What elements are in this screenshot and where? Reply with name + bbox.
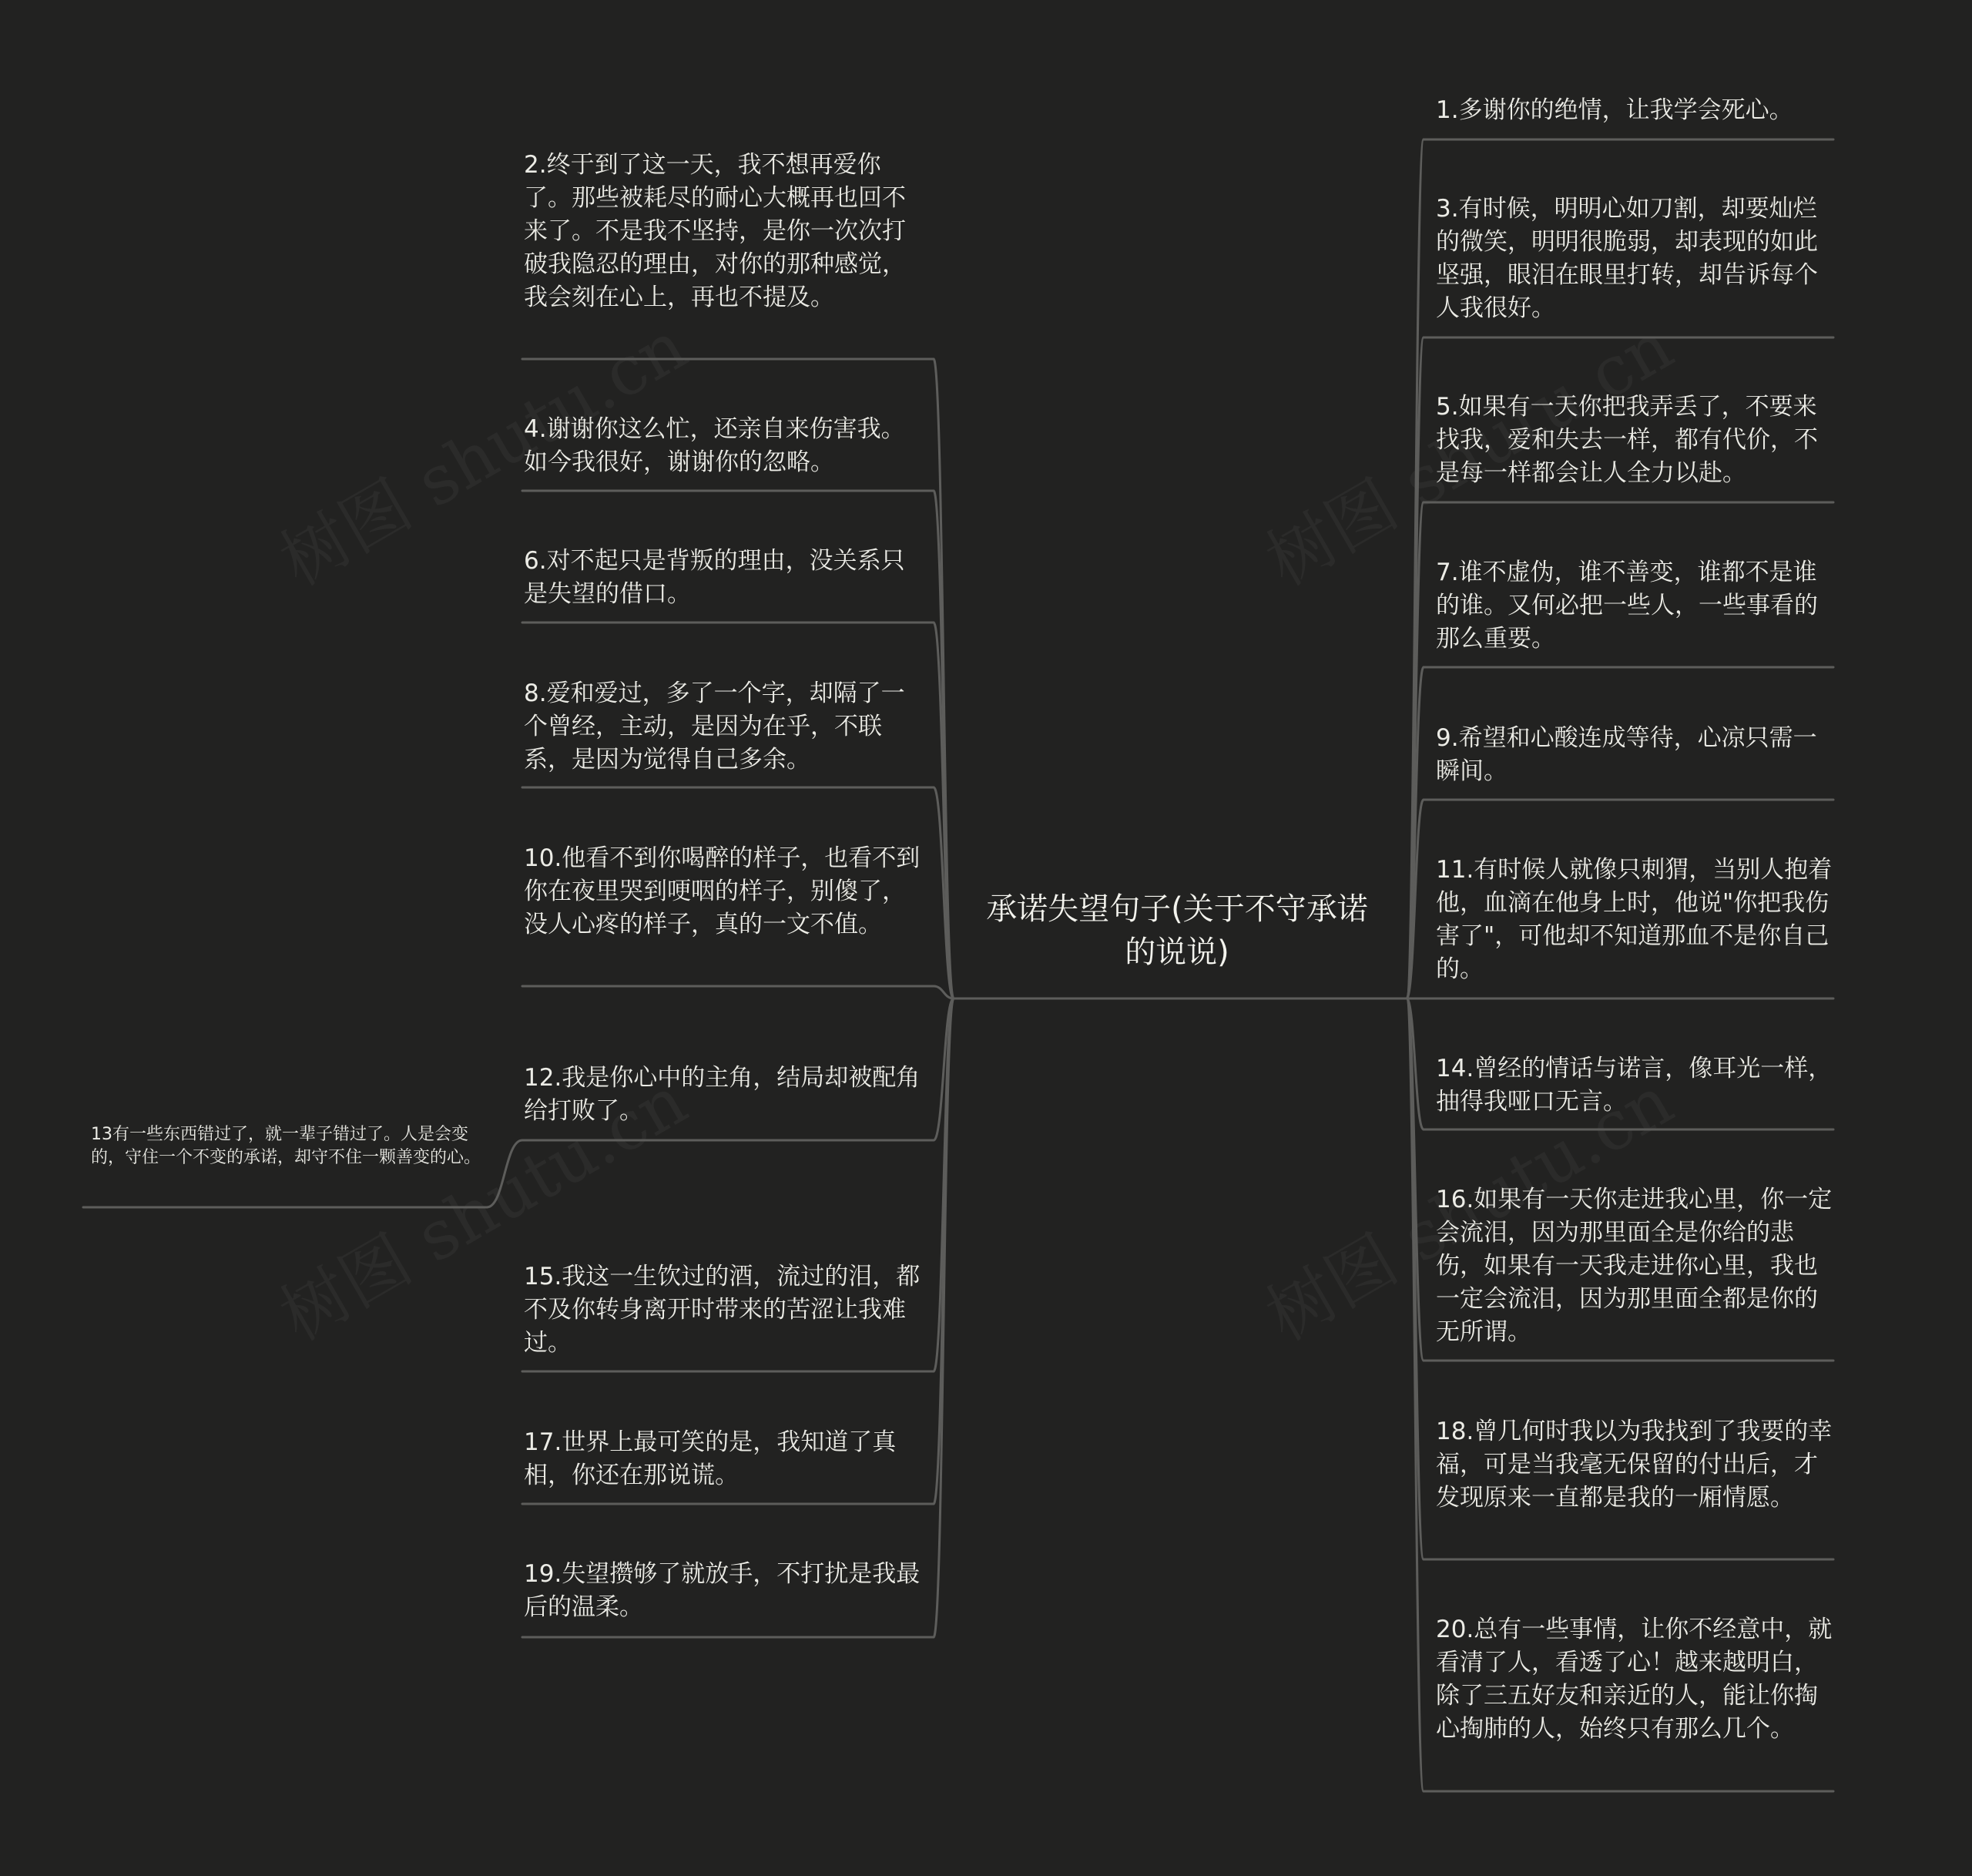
topic-node-5[interactable]: 5.如果有一天你把我弄丢了，不要来找我，爱和失去一样，都有代价，不是每一样都会让人全力以赴。: [1436, 393, 1818, 487]
topic-node-9[interactable]: 9.希望和心酸连成等待，心凉只需一瞬间。: [1436, 724, 1817, 785]
topic-node-18[interactable]: 18.曾几何时我以为我找到了我要的幸福，可是当我毫无保留的付出后，才发现原来一直都是我的一厢情愿。: [1436, 1418, 1833, 1512]
connector-line: [934, 491, 954, 998]
topic-node-4[interactable]: 4.谢谢你这么忙，还亲自来伤害我。如今我很好，谢谢你的忽略。: [524, 415, 905, 476]
topic-node-17[interactable]: 17.世界上最可笑的是，我知道了真相，你还在那说谎。: [524, 1428, 897, 1489]
topic-node-7[interactable]: 7.谁不虚伪，谁不善变，谁都不是谁的谁。又何必把一些人，一些事看的那么重要。: [1436, 559, 1818, 653]
topic-node-14[interactable]: 14.曾经的情话与诺言，像耳光一样，抽得我哑口无言。: [1436, 1055, 1833, 1116]
topic-node-13[interactable]: 13有一些东西错过了，就一辈子错过了。人是会变的，守住一个不变的承诺，却守不住一颗善变的心。: [91, 1125, 481, 1167]
connector-line: [487, 1140, 522, 1207]
topic-node-12[interactable]: 12.我是你心中的主角，结局却被配角给打败了。: [524, 1064, 921, 1125]
topic-node-2[interactable]: 2.终于到了这一天，我不想再爱你了。那些被耗尽的耐心大概再也回不来了。不是我不坚持，是你一次次打破我隐忍的理由，对你的那种感觉，我会刻在心上，再也不提及。: [524, 151, 906, 311]
topic-node-10[interactable]: 10.他看不到你喝醉的样子，也看不到你在夜里哭到哽咽的样子，别傻了，没人心疼的样子，真的一文不值。: [524, 844, 921, 938]
topic-node-6[interactable]: 6.对不起只是背叛的理由，没关系只是失望的借口。: [524, 547, 905, 608]
topic-node-1[interactable]: 1.多谢你的绝情，让我学会死心。: [1436, 96, 1793, 124]
topic-node-3[interactable]: 3.有时候，明明心如刀割，却要灿烂的微笑，明明很脆弱，却表现的如此坚强，眼泪在眼里打转，却告诉每个人我很好。: [1436, 195, 1818, 322]
connector-line: [934, 998, 954, 1637]
topic-node-11[interactable]: 11.有时候人就像只刺猬，当别人抱着他，血滴在他身上时，他说"你把我伤害了"，可他却不知道那血不是你自己的。: [1436, 856, 1833, 983]
topic-node-15[interactable]: 15.我这一生饮过的酒，流过的泪，都不及你转身离开时带来的苦涩让我难过。: [524, 1263, 921, 1357]
connector-line: [1407, 998, 1424, 1791]
topic-node-19[interactable]: 19.失望攒够了就放手，不打扰是我最后的温柔。: [524, 1560, 921, 1621]
topic-node-8[interactable]: 8.爱和爱过，多了一个字，却隔了一个曾经，主动，是因为在乎，不联系，是因为觉得自己多余。: [524, 680, 905, 774]
root-topic[interactable]: 承诺失望句子(关于不守承诺的说说): [986, 891, 1368, 970]
topic-node-20[interactable]: 20.总有一些事情，让你不经意中，就看清了人，看透了心！越来越明白，除了三五好友和亲近的人，能让你掏心掏肺的人，始终只有那么几个。: [1436, 1616, 1833, 1743]
topic-node-16[interactable]: 16.如果有一天你走进我心里，你一定会流泪，因为那里面全是你给的悲伤，如果有一天我走进你心里，我也一定会流泪，因为那里面全都是你的无所谓。: [1436, 1186, 1833, 1346]
